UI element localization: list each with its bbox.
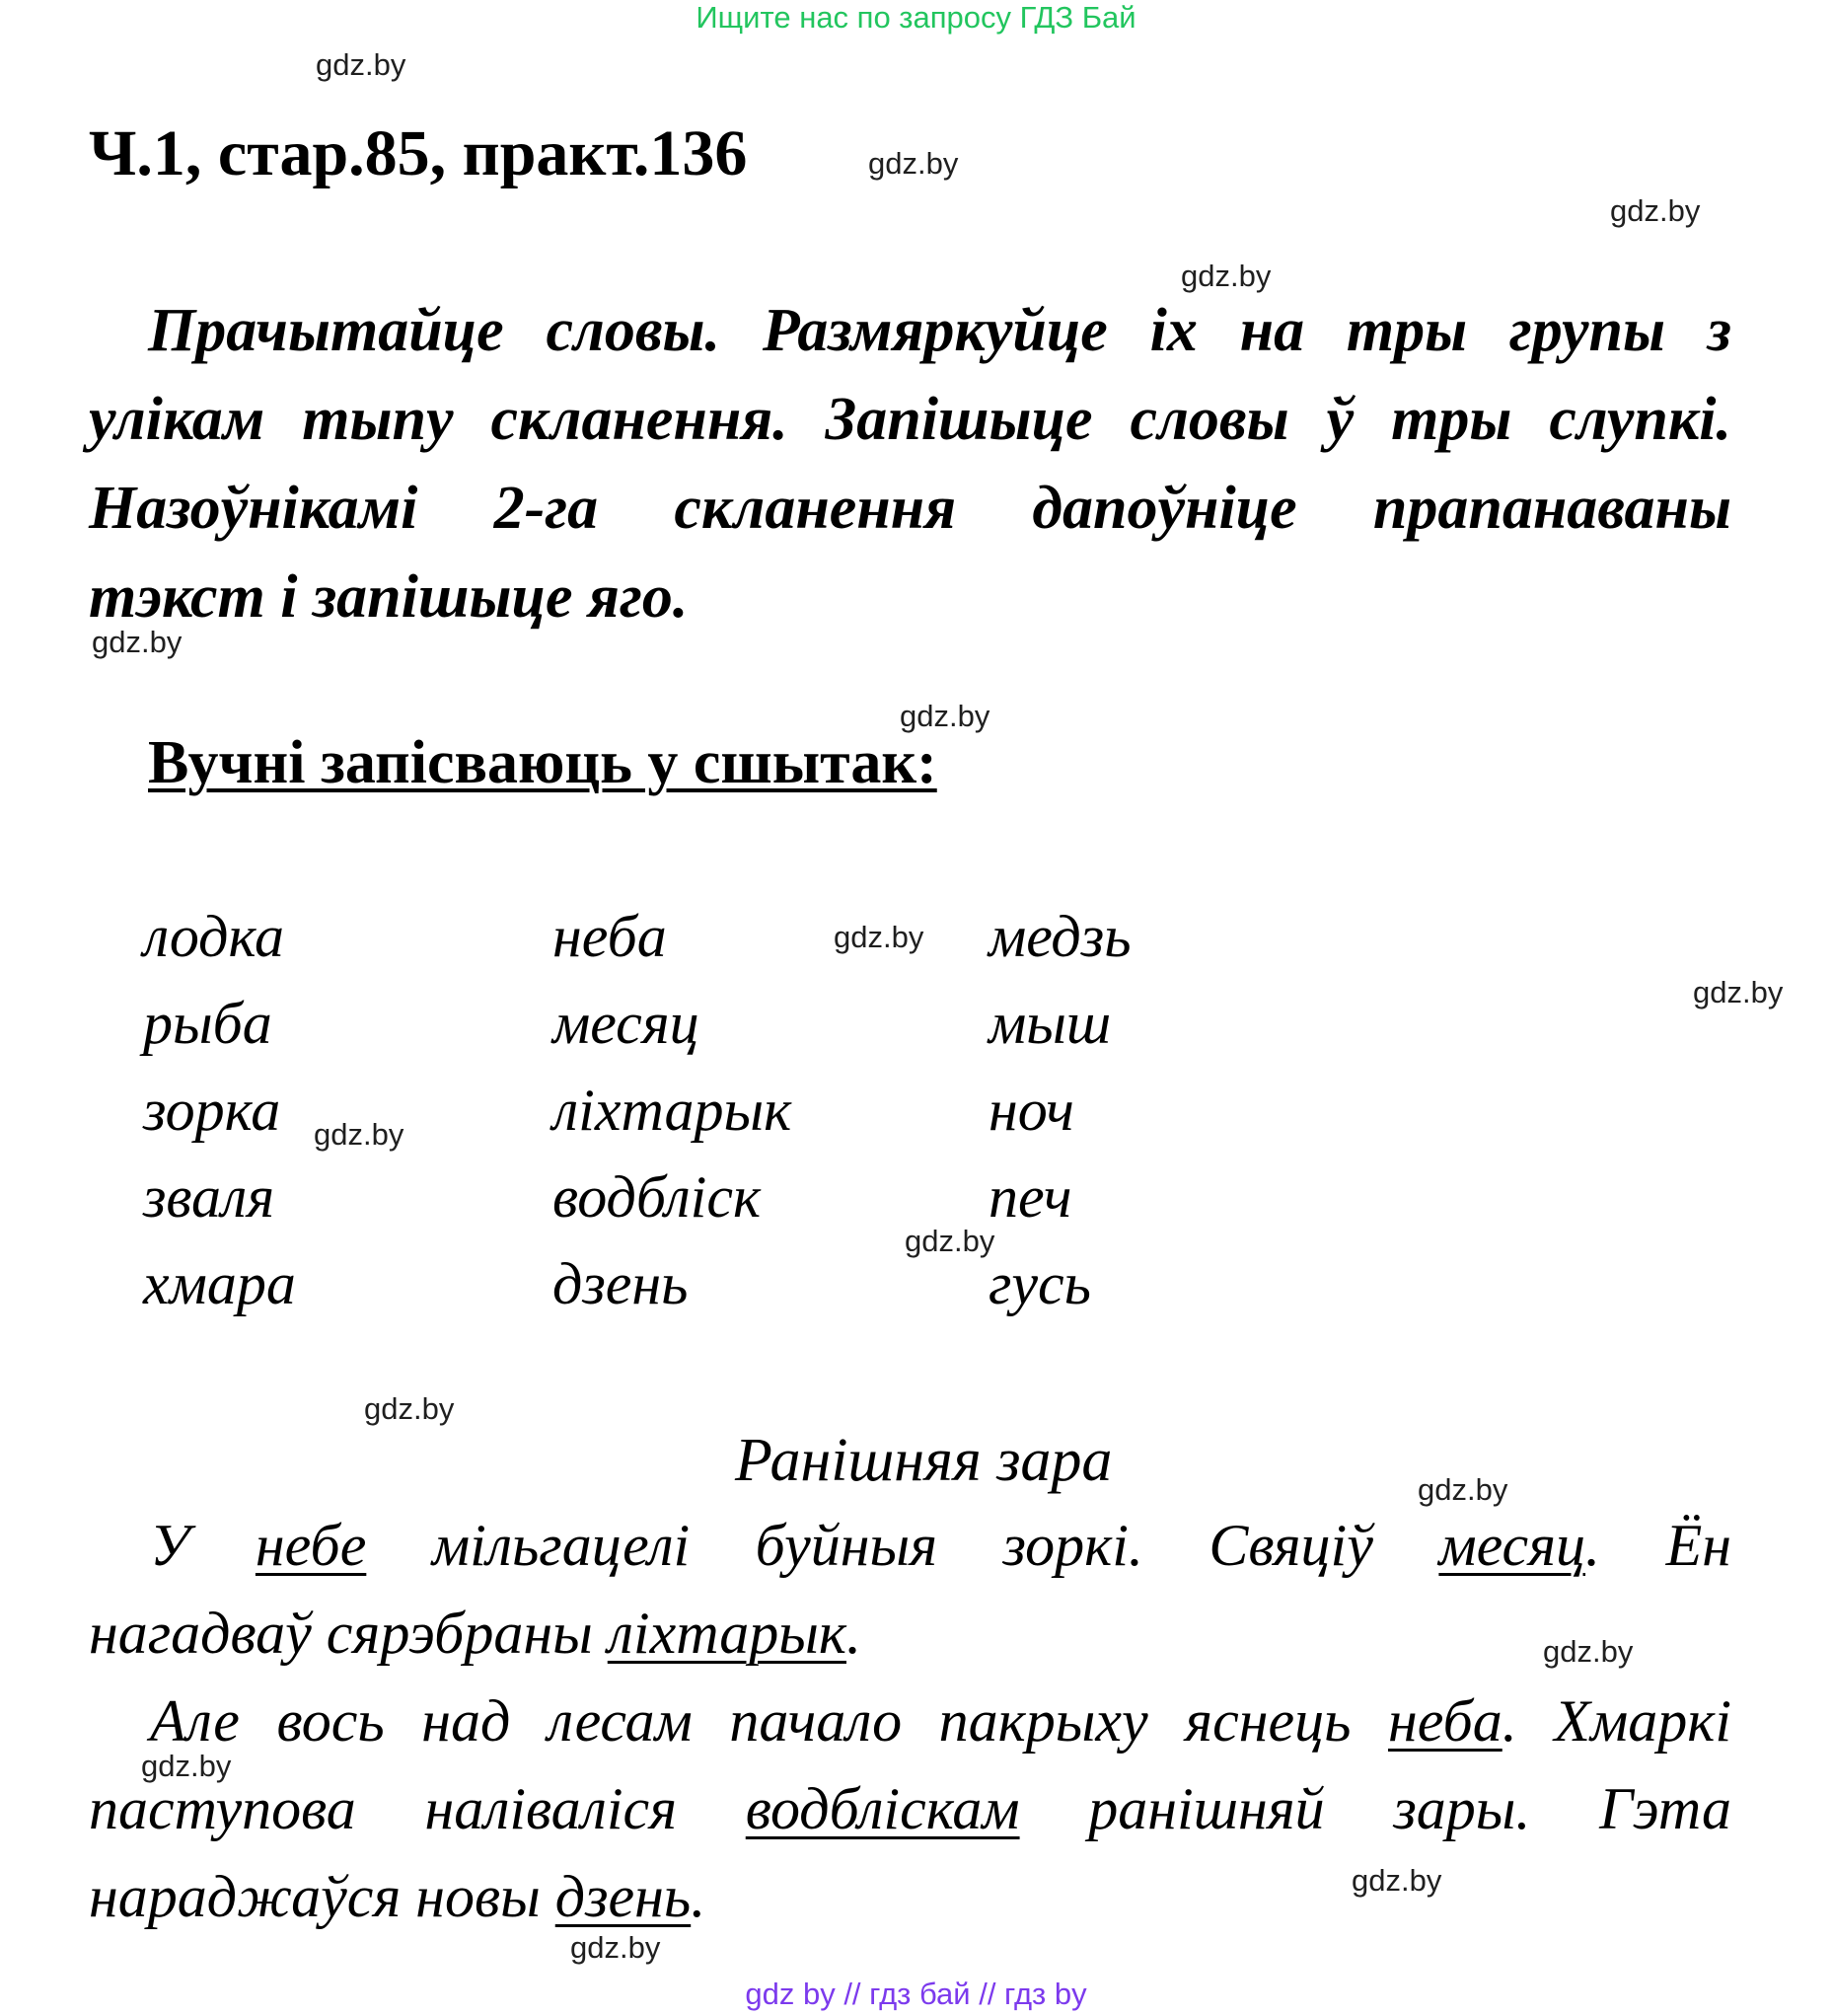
watermark: gdz.by: [1418, 1472, 1508, 1507]
watermark: gdz.by: [570, 1930, 661, 1965]
watermark: gdz.by: [141, 1749, 232, 1783]
story-line: [89, 1853, 1731, 1941]
underlined-noun: ліхтарык: [607, 1601, 846, 1666]
story-line: [89, 1590, 1731, 1678]
watermark: gdz.by: [1181, 259, 1272, 293]
word-col3: мыш: [989, 991, 1112, 1056]
word-col3: печ: [989, 1164, 1072, 1230]
watermark: gdz.by: [364, 1391, 455, 1426]
watermark: gdz.by: [1543, 1634, 1634, 1669]
watermark: gdz.by: [316, 47, 406, 82]
story-fragment: мільгацелі буйныя зоркі. Свяціў: [366, 1513, 1439, 1578]
instruction-line: Прачытайце словы. Размяркуйце іх на тры групы з: [148, 297, 1731, 364]
word-col2: дзень: [552, 1251, 689, 1316]
word-col2: месяц: [552, 991, 699, 1056]
instruction-line: тэкст і запішыце яго.: [89, 563, 689, 631]
underlined-noun: небе: [255, 1513, 367, 1578]
story-fragment: .: [691, 1864, 706, 1929]
watermark: gdz.by: [1693, 975, 1784, 1009]
story-fragment: У: [150, 1513, 256, 1578]
word-col3: медзь: [989, 904, 1132, 969]
story-line: [89, 1502, 1731, 1590]
watermark: gdz.by: [1352, 1863, 1442, 1898]
underlined-noun: месяц: [1438, 1513, 1586, 1578]
word-col3: гусь: [989, 1251, 1091, 1316]
story-fragment: . Ён: [1585, 1513, 1731, 1578]
story-fragment: паступова наліваліся: [89, 1776, 746, 1841]
instruction: [89, 286, 1731, 641]
story-line: [89, 1765, 1731, 1853]
story-fragment: . Хмаркі: [1502, 1688, 1731, 1754]
word-col1: зваля: [143, 1164, 275, 1230]
watermark: gdz.by: [905, 1224, 995, 1258]
instruction-line: улікам тыпу скланення. Запішыце словы ў тры слупкі.: [89, 386, 1731, 453]
word-col2: неба: [552, 904, 667, 969]
story-fragment: нагадваў сярэбраны: [89, 1601, 608, 1666]
watermark: gdz.by: [1610, 193, 1701, 228]
story-fragment: Але вось над лесам пачало пакрыху яснець: [150, 1688, 1388, 1754]
story-title: Ранішняя зара: [735, 1427, 1113, 1494]
footer-links: gdz by // гдз бай // гдз by: [745, 1977, 1087, 2011]
page-title: Ч.1, стар.85, практ.136: [89, 117, 748, 189]
top-banner: Ищите нас по запросу ГДЗ Бай: [696, 0, 1136, 35]
word-col1: лодка: [143, 904, 285, 969]
watermark: gdz.by: [868, 146, 959, 181]
story-text: [89, 1502, 1731, 1941]
word-col2: ліхтарык: [552, 1078, 792, 1143]
word-col3: ноч: [989, 1078, 1074, 1143]
watermark: gdz.by: [92, 625, 183, 659]
watermark: gdz.by: [314, 1117, 404, 1152]
story-fragment: ранішняй зары. Гэта: [1019, 1776, 1731, 1841]
story-fragment: .: [846, 1601, 861, 1666]
watermark: gdz.by: [834, 920, 924, 954]
underlined-noun: дзень: [554, 1864, 692, 1929]
watermark: gdz.by: [900, 699, 990, 733]
instruction-line: Назоўнікамі 2-га скланення дапоўніце прапанаваны: [89, 475, 1731, 542]
underlined-noun: неба: [1387, 1688, 1502, 1754]
word-col1: хмара: [143, 1251, 296, 1316]
underlined-noun: водбліскам: [745, 1776, 1020, 1841]
story-line: [89, 1678, 1731, 1765]
word-col1: рыба: [143, 991, 272, 1056]
word-col1: зорка: [143, 1078, 281, 1143]
word-col2: водбліск: [552, 1164, 762, 1230]
story-fragment: нараджаўся новы: [89, 1864, 555, 1929]
section-heading: Вучні запісваюць у сшытак:: [148, 729, 937, 796]
